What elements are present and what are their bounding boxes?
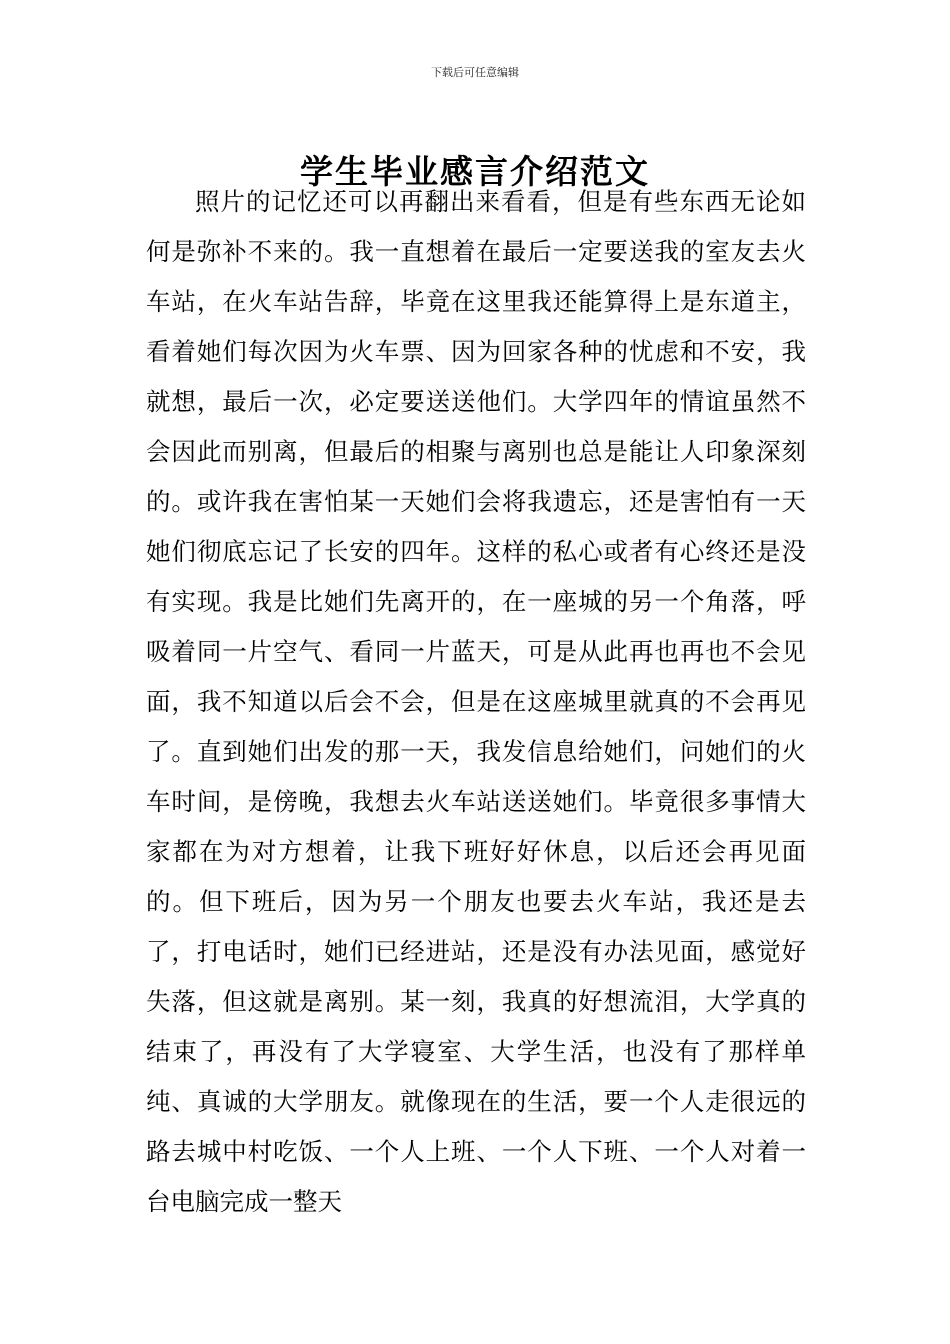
header-note: 下载后可任意编辑 xyxy=(431,66,519,79)
body-paragraph: 照片的记忆还可以再翻出来看看，但是有些东西无论如何是弥补不来的。我一直想着在最后一定要送我的室友去火车站，在火车站告辞，毕竟在这里我还能算得上是东道主，看着她们每次因为火车票、因为回家各种的忧虑和不安，我就想，最后一次，必定要送送他们。大学四年的情谊虽然不会因此而别离，但最后的相聚与离别也总是能让人印象深刻的。或许我在害怕某一天她们会将我遗忘，还是害怕有一天她们彻底忘记了长安的四年。这样的私心或者有心终还是没有实现。我是比她们先离开的，在一座城的另一个角落，呼吸着同一片空气、看同一片蓝天，可是从此再也再也不会见面，我不知道以后会不会，但是在这座城里就真的不会再见了。直到她们出发的那一天，我发信息给她们，问她们的火车时间，是傍晚，我想去火车站送送她们。毕竟很多事情大家都在为对方想着，让我下班好好休息，以后还会再见面的。但下班后，因为另一个朋友也要去火车站，我还是去了，打电话时，她们已经进站，还是没有办法见面，感觉好失落，但这就是离别。某一刻，我真的好想流泪，大学真的结束了，再没有了大学寝室、大学生活，也没有了那样单纯、真诚的大学朋友。就像现在的生活，要一个人走很远的路去城中村吃饭、一个人上班、一个人下班、一个人对着一台电脑完成一整天 xyxy=(146,187,806,1216)
document-title: 学生毕业感言介绍范文 xyxy=(300,152,650,192)
